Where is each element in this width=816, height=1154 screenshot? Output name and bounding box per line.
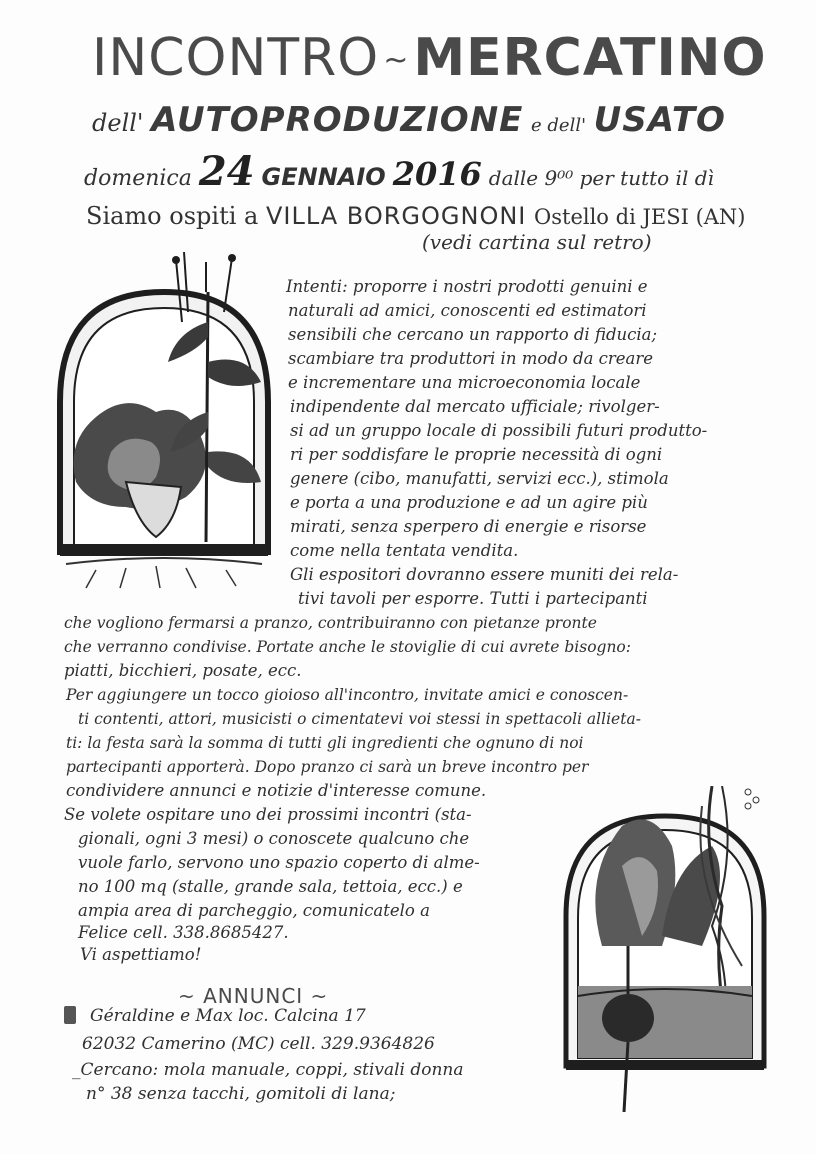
body-line: genere (cibo, manufatti, servizi ecc.), stimola — [290, 469, 669, 488]
body-line: Per aggiungere un tocco gioioso all'incontro, invitate amici e conoscen- — [66, 686, 629, 704]
date-month: GENNAIO — [261, 163, 386, 191]
title-tilde: ~ — [383, 43, 410, 78]
body-line: Se volete ospitare uno dei prossimi incontri (sta- — [64, 805, 472, 824]
body-line: ampia area di parcheggio, comunicatelo a — [78, 901, 430, 920]
venue-name: VILLA BORGOGNONI — [265, 202, 527, 230]
body-line: scambiare tra produttori in modo da creare — [288, 349, 654, 368]
body-line: che vogliono fermarsi a pranzo, contribuiranno con pietanze pronte — [64, 614, 597, 632]
date-day: 24 — [198, 148, 255, 195]
body-line: ti contenti, attori, musicisti o cimentatevi voi stessi in spettacoli allieta- — [78, 710, 641, 728]
venue-suffix: Ostello di JESI (AN) — [534, 205, 746, 229]
title-incontro: INCONTRO — [92, 28, 380, 88]
flyer-title — [92, 30, 767, 89]
annuncio-line: _Cercano: mola manuale, coppi, stivali donna — [72, 1060, 464, 1080]
annuncio-line: Géraldine e Max loc. Calcina 17 — [90, 1006, 366, 1026]
bullet-marker — [64, 1006, 76, 1024]
subtitle-e-dell: e dell' — [531, 115, 587, 136]
body-line: si ad un gruppo locale di possibili futuri produtto- — [290, 421, 708, 440]
vegetable-arch-illustration — [56, 252, 272, 590]
body-line: naturali ad amici, conoscenti ed estimatori — [288, 301, 647, 320]
title-mercatino: MERCATINO — [413, 28, 767, 88]
date-prefix: domenica — [84, 166, 192, 191]
date-suffix: dalle 9⁰⁰ per tutto il dì — [488, 166, 714, 190]
annuncio-line: 62032 Camerino (MC) cell. 329.9364826 — [82, 1034, 435, 1054]
body-line: ti: la festa sarà la somma di tutti gli ingredienti che ognuno di noi — [66, 734, 584, 752]
subtitle-autoproduzione: AUTOPRODUZIONE — [151, 100, 524, 140]
subtitle-dell-1: dell' — [92, 109, 144, 137]
body-line: e incrementare una microeconomia locale — [288, 373, 641, 392]
annunci-title: ~ ANNUNCI ~ — [178, 984, 329, 1008]
subtitle-usato: USATO — [593, 100, 726, 140]
body-line: Vi aspettiamo! — [80, 945, 202, 964]
body-line: piatti, bicchieri, posate, ecc. — [64, 661, 302, 680]
annuncio-line: n° 38 senza tacchi, gomitoli di lana; — [86, 1084, 396, 1104]
body-line: condividere annunci e notizie d'interesse comune. — [66, 781, 487, 800]
body-line: indipendente dal mercato ufficiale; rivolger- — [290, 397, 660, 416]
body-line: Gli espositori dovranno essere muniti dei rela- — [290, 565, 679, 584]
body-line: no 100 mq (stalle, grande sala, tettoia, ecc.) e — [78, 877, 463, 896]
body-line: che verranno condivise. Portate anche le stoviglie di cui avrete bisogno: — [64, 638, 631, 656]
body-line: Intenti: proporre i nostri prodotti genuini e — [286, 277, 648, 296]
event-date — [84, 148, 714, 199]
body-line: gionali, ogni 3 mesi) o conoscete qualcuno che — [78, 829, 470, 848]
body-line: partecipanti apporterà. Dopo pranzo ci sarà un breve incontro per — [66, 758, 589, 776]
beet-arch-illustration — [562, 786, 768, 1112]
date-year: 2016 — [392, 155, 482, 193]
body-line: e porta a una produzione e ad un agire più — [290, 493, 648, 512]
body-line: come nella tentata vendita. — [290, 541, 519, 560]
venue-map-note: (vedi cartina sul retro) — [422, 230, 652, 254]
body-line: ri per soddisfare le proprie necessità di ogni — [290, 445, 663, 464]
body-line: tivi tavoli per esporre. Tutti i partecipanti — [298, 589, 648, 608]
body-line: Felice cell. 338.8685427. — [78, 923, 289, 942]
body-line: mirati, senza sperpero di energie e risorse — [290, 517, 647, 536]
body-line: vuole farlo, servono uno spazio coperto di alme- — [78, 853, 480, 872]
flyer-subtitle — [92, 100, 726, 146]
body-line: sensibili che cercano un rapporto di fiducia; — [288, 325, 658, 344]
venue-prefix: Siamo ospiti a — [86, 202, 259, 230]
